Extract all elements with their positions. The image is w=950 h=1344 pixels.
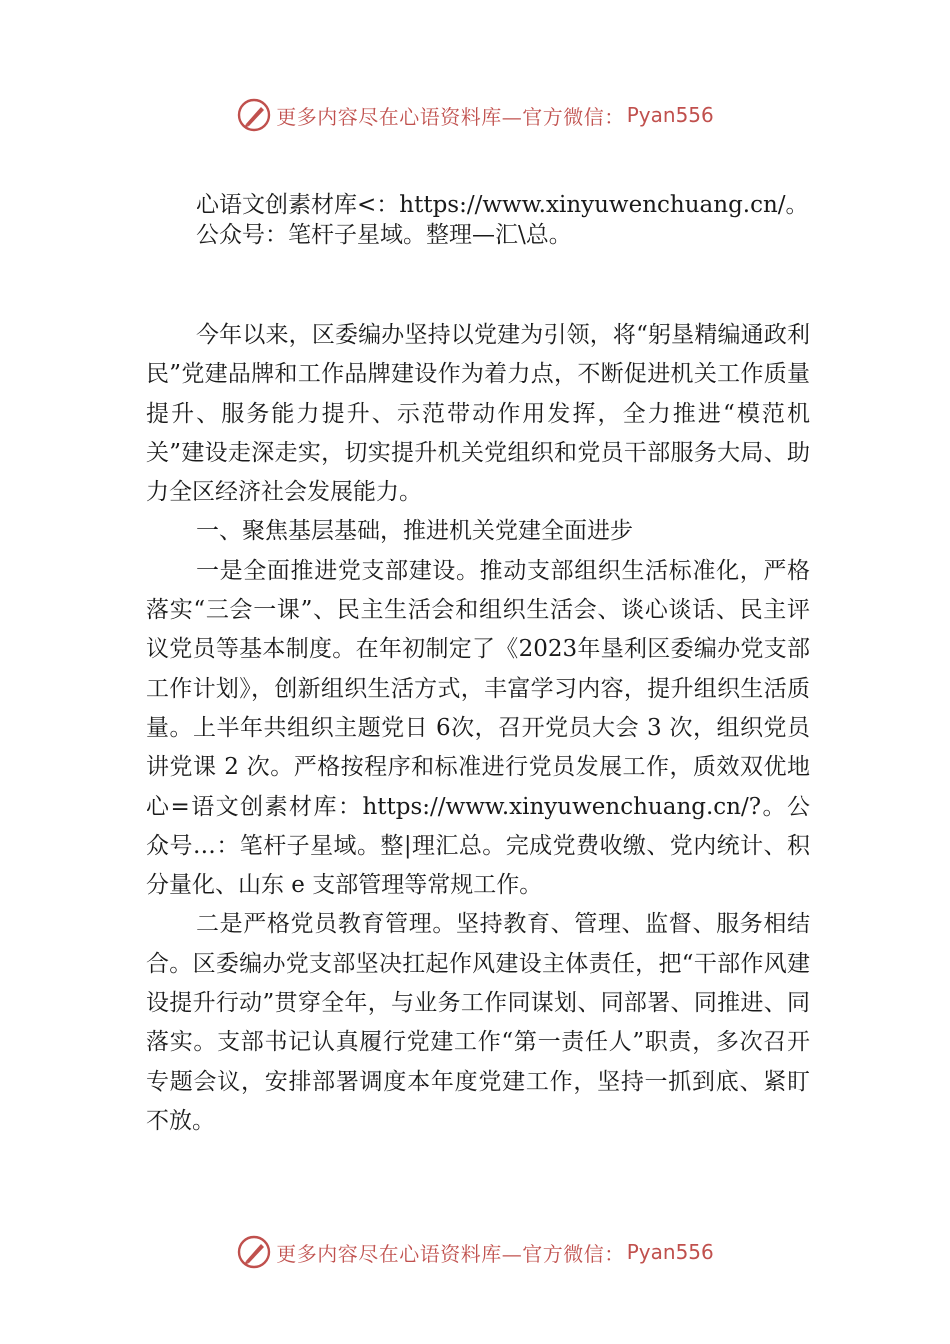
banner-text: 更多内容尽在心语资料库—官方微信： (276, 104, 625, 129)
pen-logo-icon (236, 1234, 272, 1270)
source-line-1: 心语文创素材库<：https://www.xinyuwenchuang.cn/。 (196, 192, 809, 218)
banner-text: 更多内容尽在心语资料库—官方微信： (276, 1241, 625, 1266)
paragraph-intro: 今年以来，区委编办坚持以党建为引领，将“躬垦精编通政利民”党建品牌和工作品牌建设作为着力点，不断促进机关工作质量提升、服务能力提升、示范带动作用发挥，全力推进“模范机关”建设走深走实，切实提升机关党组织和党员干部服务大局、助力全区经济社会发展能力。 (146, 322, 810, 506)
source-line-2: 公众号：笔杆子星域。整理—汇\总。 (196, 222, 572, 248)
pen-logo-icon (236, 97, 272, 133)
footer-banner (0, 1232, 950, 1272)
paragraph-branch-building: 一是全面推进党支部建设。推动支部组织生活标准化，严格落实“三会一课”、民主生活会和组织生活会、谈心谈话、民主评议党员等基本制度。在年初制定了《2023年垦利区委编办党支部工作计划》，创新组织生活方式，丰富学习内容，提升组织生活质量。上半年共组织主题党日 6次，召开党员大会 3 次，组织党员讲党课 2 次。严格按程序和标准进行党员发展工作，质效双优地心=语文创素材库：https://www.xinyuwenchuang.cn/?。公众号…：笔杆子星域。整|理汇总。完成党费收缴、党内统计、积分量化、山东 e 支部管理等常规工作。 (146, 557, 810, 899)
header-banner (0, 95, 950, 135)
banner-wechat-id: Pyan556 (626, 1240, 714, 1264)
document-body (146, 190, 810, 1141)
section-heading: 一、聚焦基层基础，推进机关党建全面进步 (196, 518, 633, 545)
banner-wechat-id: Pyan556 (626, 103, 714, 127)
paragraph-member-education: 二是严格党员教育管理。坚持教育、管理、监督、服务相结合。区委编办党支部坚决扛起作风建设主体责任，把“干部作风建设提升行动”贯穿全年，与业务工作同谋划、同部署、同推进、同落实。支部书记认真履行党建工作“第一责任人”职责，多次召开专题会议，安排部署调度本年度党建工作，坚持一抓到底、紧盯不放。 (146, 911, 810, 1134)
